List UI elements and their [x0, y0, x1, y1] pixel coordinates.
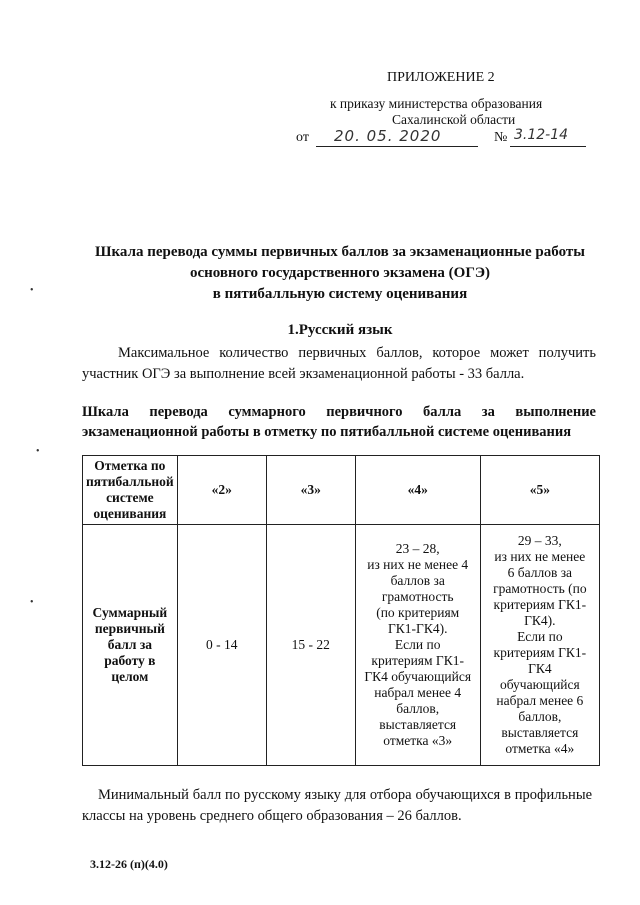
scan-speck: •	[30, 597, 34, 608]
date-prefix: от	[296, 130, 309, 145]
number-prefix: №	[494, 130, 508, 145]
section-heading: 1.Русский язык	[287, 322, 393, 338]
max-score-paragraph: Максимальное количество первичных баллов, которое может получить участник ОГЭ за выполнение всей экзаменационной работы - 33 балла.	[82, 345, 596, 382]
scale-subheading-line-2: экзаменационной работы в отметку по пятибалльной системе оценивания	[82, 424, 572, 440]
grade-5-range: 29 – 33, из них не менее 6 баллов за грамотность (по критериям ГК1- ГК4). Если по критериям ГК1- ГК4 обучающийся набрал менее 6 баллов, выставляется отметка «4»	[480, 525, 599, 766]
grade-4-range: 23 – 28, из них не менее 4 баллов за грамотность (по критериям ГК1-ГК4). Если по критериям ГК1- ГК4 обучающийся набрал менее 4 баллов, выставляется отметка «3»	[355, 525, 480, 766]
grade-2-header: «2»	[177, 456, 266, 525]
grade-3-range: 15 - 22	[266, 525, 355, 766]
appendix-title: ПРИЛОЖЕНИЕ 2	[387, 70, 495, 85]
scan-speck: •	[36, 446, 40, 457]
grade-2-range: 0 - 14	[177, 525, 266, 766]
table-row	[83, 525, 600, 766]
grade-row-header: Отметка по пятибалльной системе оценивания	[83, 456, 178, 525]
minimum-score-paragraph: Минимальный балл по русскому языку для отбора обучающихся в профильные классы на уровень среднего общего образования – 26 баллов.	[82, 787, 592, 824]
handwritten-date: 20. 05. 2020	[334, 127, 442, 145]
scan-speck: •	[30, 285, 34, 296]
handwritten-number: 3.12-14	[514, 127, 569, 143]
document-title-line-3: в пятибалльную систему оценивания	[212, 286, 468, 302]
document-title-line-1: Шкала перевода суммы первичных баллов за экзаменационные работы	[95, 244, 585, 260]
scale-subheading-line-1: Шкала перевода суммарного первичного балла за выполнение	[82, 404, 596, 420]
grade-5-header: «5»	[480, 456, 599, 525]
document-code: 3.12-26 (п)(4.0)	[90, 857, 168, 871]
order-reference: к приказу министерства образования	[330, 96, 543, 111]
grade-3-header: «3»	[266, 456, 355, 525]
date-underline	[316, 146, 478, 147]
number-underline	[510, 146, 586, 147]
table-header-row	[83, 456, 600, 525]
grade-4-header: «4»	[355, 456, 480, 525]
grading-scale-table	[82, 455, 600, 766]
region-name: Сахалинской области	[392, 112, 516, 127]
order-date-number	[296, 127, 596, 152]
document-title-line-2: основного государственного экзамена (ОГЭ)	[189, 265, 491, 281]
score-row-header: Суммарный первичный балл за работу в целом	[83, 525, 178, 766]
